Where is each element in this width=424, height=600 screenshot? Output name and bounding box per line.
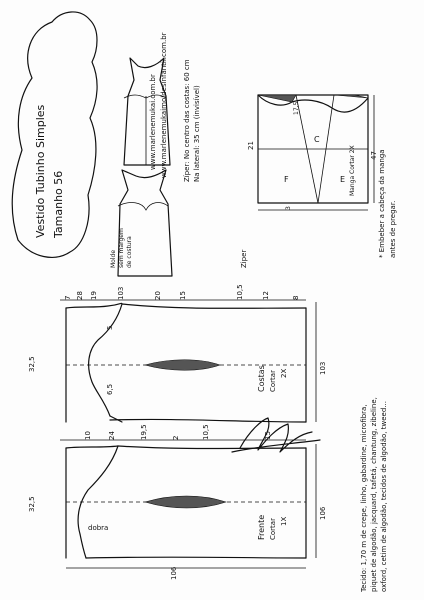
front-dim-width: 32,5 xyxy=(28,496,36,512)
signature-drawing xyxy=(232,418,320,452)
sleeve-dim-width: 47 xyxy=(370,151,378,160)
sleeve-dim-a: 17,5 xyxy=(293,101,300,115)
title-line1: Vestido Tubinho Simples xyxy=(34,104,47,238)
zipper-label: Ziper xyxy=(240,249,248,268)
zipper-note-1: Zíper: No centro das costas: 60 cm xyxy=(183,59,191,182)
website-2: www.marlenemukaimoldesinfantil.com.br xyxy=(160,32,168,178)
front-label: Frente xyxy=(257,514,266,540)
back-pattern xyxy=(28,284,327,422)
back-dim-width: 32,5 xyxy=(28,356,36,372)
front-fold-label: dobra xyxy=(88,524,109,532)
front-dim-4: 2 xyxy=(172,435,180,440)
sleeve-note-1: * Embeber a cabeça da manga xyxy=(378,149,386,258)
mold-note-1: Molde xyxy=(110,249,117,268)
back-dim-3: 19 xyxy=(90,291,98,300)
back-count: 2X xyxy=(280,368,288,378)
sleeve-note-2: antes de pregar. xyxy=(389,200,397,258)
back-label: Costas xyxy=(257,365,266,392)
sleeve-dim-b: 3 xyxy=(285,206,292,210)
sleeve-pattern xyxy=(247,95,378,210)
fabric-note-2: piquet de algodão, jacquard, tafetá, chantung, zibeline, xyxy=(370,397,378,592)
sleeve-letter-c: C xyxy=(314,135,320,144)
back-cut: Cortar xyxy=(269,370,277,392)
fabric-note-1: Tecido: 1,70 m de crepe, linho, gabardine, microfibra, xyxy=(360,404,368,592)
website-1: www.marlenemukai.com.br xyxy=(149,74,157,170)
front-count: 1X xyxy=(280,516,288,526)
front-dim-total: 106 xyxy=(319,506,327,520)
zipper-note-2: Na lateral: 35 cm (invisível) xyxy=(193,85,201,182)
back-dim-total: 103 xyxy=(319,361,327,375)
sleeve-letter-e: E xyxy=(340,175,346,184)
sleeve-dim-height: 21 xyxy=(247,141,255,150)
back-dim-small-2: 5 xyxy=(106,325,114,330)
back-dim-6: 15 xyxy=(179,291,187,300)
back-dim-small-1: 6,5 xyxy=(106,383,114,395)
back-dim-4: 103 xyxy=(117,286,125,300)
back-dim-5: 20 xyxy=(154,291,162,300)
fabric-note-3: oxford, cetim de algodão, tecidos de algodão, tweed... xyxy=(380,401,388,592)
sleeve-cut-label: Manga Cortar 2X xyxy=(349,145,356,196)
back-dim-7: 10,5 xyxy=(236,284,244,300)
front-dim-5: 10,5 xyxy=(202,424,210,440)
front-dim-2: 24 xyxy=(108,431,116,440)
bottom-measure: 106 xyxy=(170,566,178,580)
front-dim-1: 10 xyxy=(84,431,92,440)
front-dim-6: 15 xyxy=(264,431,272,440)
title-cloud xyxy=(12,12,97,257)
title-line2: Tamanho 56 xyxy=(52,170,65,238)
back-dim-2: 28 xyxy=(76,291,84,300)
front-dim-3: 19,5 xyxy=(140,424,148,440)
back-dim-9: 8 xyxy=(292,295,300,300)
back-dim-1: 7 xyxy=(64,295,72,300)
sleeve-letter-f: F xyxy=(284,175,289,184)
mold-note-2: sem margem xyxy=(118,228,125,268)
mold-note-3: de costura xyxy=(126,236,133,268)
front-cut: Cortar xyxy=(269,518,277,540)
back-dim-8: 12 xyxy=(262,291,270,300)
